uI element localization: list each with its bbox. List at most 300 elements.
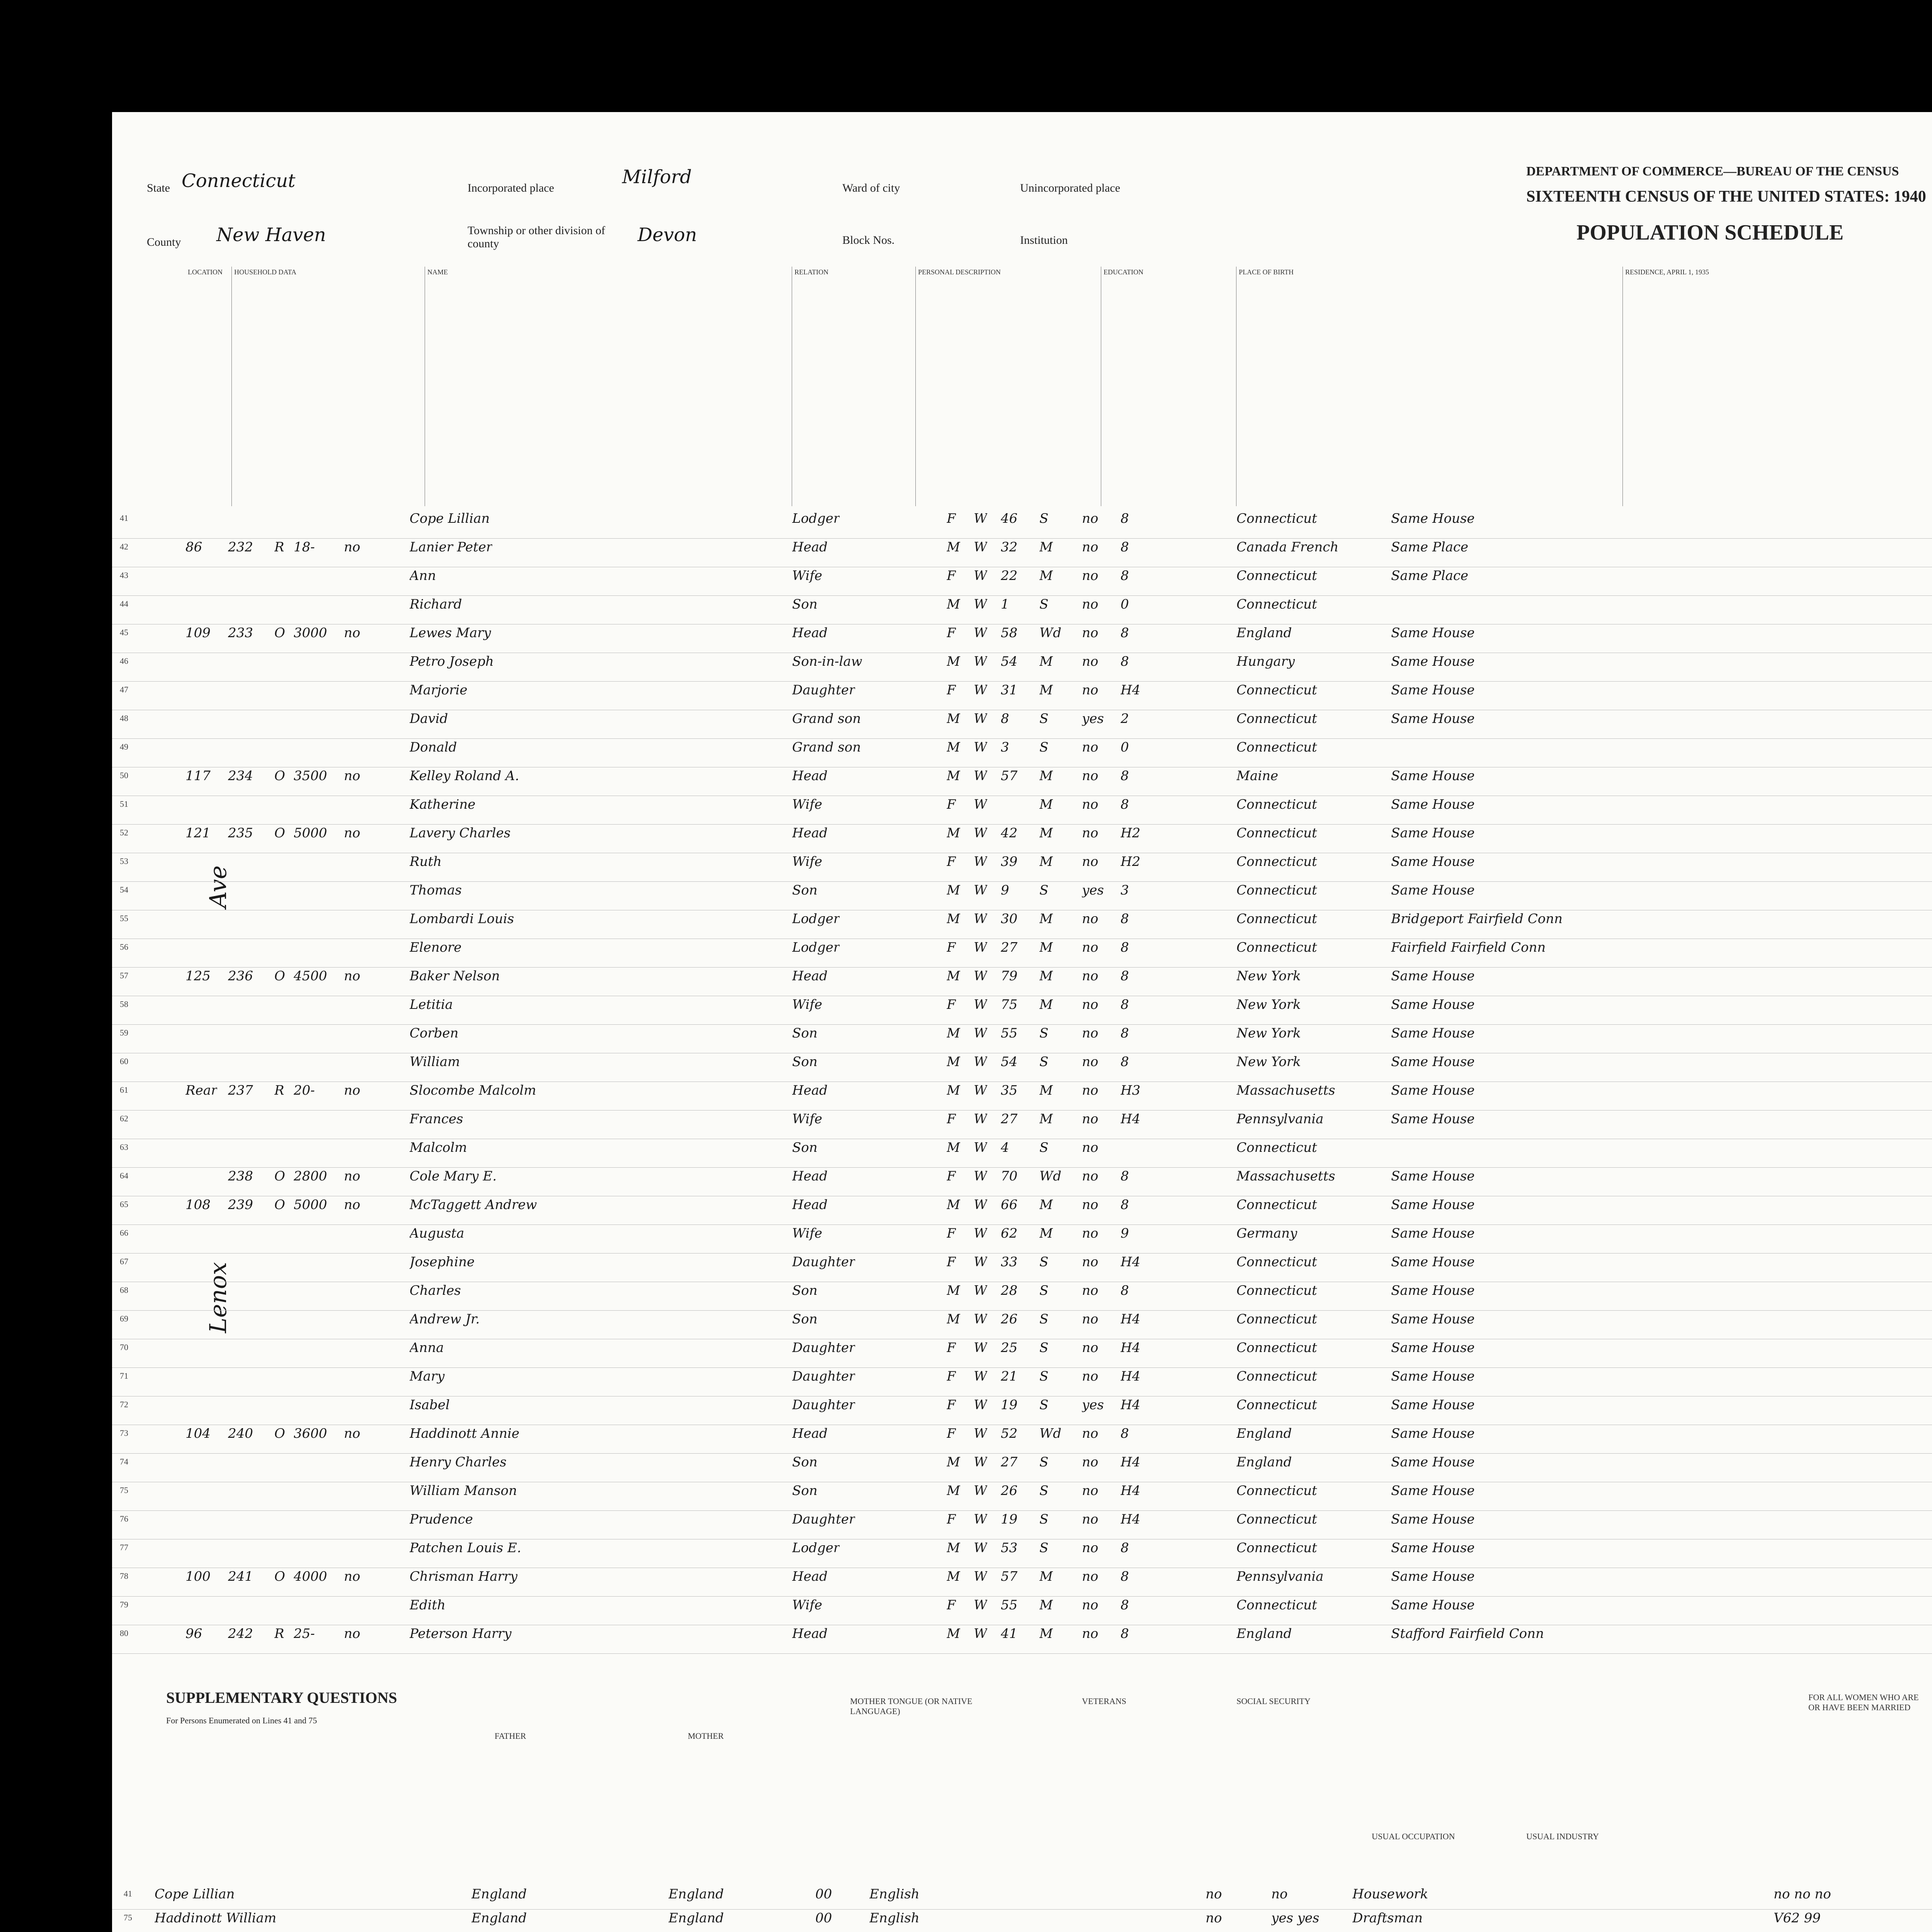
marital-status: M	[1039, 854, 1053, 869]
dwelling-number: 239	[228, 1197, 253, 1213]
grade-completed: H4	[1121, 682, 1141, 698]
line-number: 50	[120, 770, 128, 780]
farm: no	[344, 1569, 361, 1584]
residence-1935: Same Place	[1391, 568, 1468, 583]
birthplace: Connecticut	[1236, 1254, 1317, 1270]
relation: Lodger	[792, 1540, 840, 1556]
farm: no	[344, 539, 361, 555]
house-number: Rear	[185, 1083, 218, 1098]
line-number: 49	[120, 742, 128, 752]
grade-completed: 8	[1121, 539, 1129, 555]
supplementary-row: 41 Cope Lillian England England 00 English no no Housework no no no	[112, 1886, 1932, 1910]
age: 26	[1001, 1311, 1018, 1327]
age: 35	[1001, 1083, 1018, 1098]
school-attendance: no	[1082, 1054, 1099, 1070]
line-number: 48	[120, 713, 128, 723]
line-number: 41	[120, 513, 128, 523]
table-row	[112, 596, 1932, 624]
marital-status: S	[1039, 711, 1049, 726]
relation: Son	[792, 597, 818, 612]
person-name: Lanier Peter	[410, 539, 493, 555]
birthplace: England	[1236, 1626, 1292, 1641]
race: W	[974, 854, 987, 869]
grade-completed: 8	[1121, 1597, 1129, 1613]
township-label: Township or other division of county	[468, 224, 605, 250]
birthplace: Connecticut	[1236, 1483, 1317, 1498]
person-name: Petro Joseph	[410, 654, 494, 669]
tenure: O	[274, 825, 285, 841]
birthplace: Connecticut	[1236, 854, 1317, 869]
marital-status: S	[1039, 597, 1049, 612]
marital-status: S	[1039, 740, 1049, 755]
house-number: 100	[185, 1569, 211, 1584]
sex: M	[947, 1197, 960, 1213]
school-attendance: no	[1082, 854, 1099, 869]
relation: Grand son	[792, 711, 861, 726]
line-number: 53	[120, 856, 128, 866]
person-name: Mary	[410, 1369, 445, 1384]
person-name: David	[410, 711, 448, 726]
race: W	[974, 797, 987, 812]
birthplace: Connecticut	[1236, 1311, 1317, 1327]
birthplace: Connecticut	[1236, 740, 1317, 755]
line-number: 47	[120, 685, 128, 694]
sex: F	[947, 1226, 956, 1241]
birthplace: Connecticut	[1236, 1340, 1317, 1355]
grade-completed: 8	[1121, 768, 1129, 784]
race: W	[974, 1540, 987, 1556]
line-number: 56	[120, 942, 128, 952]
home-value: 3500	[294, 768, 327, 784]
age: 70	[1001, 1168, 1018, 1184]
residence-1935: Bridgeport Fairfield Conn	[1391, 911, 1563, 927]
age: 53	[1001, 1540, 1018, 1556]
race: W	[974, 911, 987, 927]
birthplace: Connecticut	[1236, 682, 1317, 698]
grade-completed: H4	[1121, 1369, 1141, 1384]
table-row	[112, 1139, 1932, 1168]
sex: F	[947, 997, 956, 1012]
sex: M	[947, 825, 960, 841]
table-row	[112, 1539, 1932, 1568]
relation: Head	[792, 625, 828, 641]
residence-1935: Fairfield Fairfield Conn	[1391, 940, 1546, 955]
birthplace: New York	[1236, 1054, 1301, 1070]
race: W	[974, 997, 987, 1012]
grade-completed: 3	[1121, 883, 1129, 898]
residence-1935: Same House	[1391, 1483, 1475, 1498]
relation: Lodger	[792, 911, 840, 927]
table-row	[112, 1253, 1932, 1282]
sex: F	[947, 1254, 956, 1270]
school-attendance: no	[1082, 1426, 1099, 1441]
home-value: 2800	[294, 1168, 327, 1184]
sex: F	[947, 568, 956, 583]
age: 1	[1001, 597, 1009, 612]
residence-1935: Same House	[1391, 1197, 1475, 1213]
line-number: 57	[120, 971, 128, 980]
race: W	[974, 597, 987, 612]
marital-status: S	[1039, 1397, 1049, 1413]
birthplace: England	[1236, 1426, 1292, 1441]
relation: Lodger	[792, 940, 840, 955]
school-attendance: no	[1082, 1369, 1099, 1384]
school-attendance: no	[1082, 1512, 1099, 1527]
grade-completed: H2	[1121, 854, 1141, 869]
race: W	[974, 825, 987, 841]
sex: M	[947, 597, 960, 612]
person-name: Prudence	[410, 1512, 473, 1527]
relation: Son	[792, 1026, 818, 1041]
sex: M	[947, 1054, 960, 1070]
table-row	[112, 1025, 1932, 1053]
grade-completed: H2	[1121, 825, 1141, 841]
birthplace: Connecticut	[1236, 940, 1317, 955]
census-title: SIXTEENTH CENSUS OF THE UNITED STATES: 1940	[1526, 188, 1926, 206]
line-number: 70	[120, 1342, 128, 1352]
dwelling-number: 234	[228, 768, 253, 784]
marital-status: S	[1039, 1483, 1049, 1498]
table-row	[112, 1082, 1932, 1111]
birthplace: Canada French	[1236, 539, 1339, 555]
table-row	[112, 1568, 1932, 1597]
col-residence: RESIDENCE, APRIL 1, 1935	[1623, 267, 1932, 506]
ward-label: Ward of city	[842, 182, 900, 194]
farm: no	[344, 1083, 361, 1098]
marital-status: M	[1039, 797, 1053, 812]
marital-status: M	[1039, 539, 1053, 555]
residence-1935: Same House	[1391, 1026, 1475, 1041]
age: 57	[1001, 1569, 1018, 1584]
birthplace: Connecticut	[1236, 711, 1317, 726]
marital-status: M	[1039, 825, 1053, 841]
sup-mother-header: MOTHER	[688, 1731, 724, 1741]
person-name: William	[410, 1054, 460, 1070]
col-household: HOUSEHOLD DATA	[232, 267, 425, 506]
person-name: Marjorie	[410, 682, 468, 698]
tenure: O	[274, 1197, 285, 1213]
grade-completed: 0	[1121, 740, 1129, 755]
school-attendance: no	[1082, 825, 1099, 841]
grade-completed: 8	[1121, 654, 1129, 669]
marital-status: M	[1039, 1597, 1053, 1613]
person-name: Baker Nelson	[410, 968, 500, 984]
school-attendance: no	[1082, 1454, 1099, 1470]
marital-status: S	[1039, 1540, 1049, 1556]
home-value: 5000	[294, 1197, 327, 1213]
race: W	[974, 539, 987, 555]
marital-status: M	[1039, 1197, 1053, 1213]
marital-status: S	[1039, 1311, 1049, 1327]
relation: Lodger	[792, 511, 840, 526]
school-attendance: no	[1082, 1626, 1099, 1641]
residence-1935: Same House	[1391, 1340, 1475, 1355]
sup-veterans-header: VETERANS	[1082, 1696, 1126, 1706]
relation: Son	[792, 883, 818, 898]
table-row	[112, 767, 1932, 796]
residence-1935: Same House	[1391, 654, 1475, 669]
table-row	[112, 1339, 1932, 1368]
relation: Wife	[792, 797, 822, 812]
age: 19	[1001, 1512, 1018, 1527]
home-value: 4500	[294, 968, 327, 984]
marital-status: M	[1039, 1569, 1053, 1584]
table-row	[112, 1196, 1932, 1225]
birthplace: Connecticut	[1236, 1283, 1317, 1298]
table-row	[112, 996, 1932, 1025]
person-name: McTaggett Andrew	[410, 1197, 537, 1213]
relation: Wife	[792, 854, 822, 869]
house-number: 117	[185, 768, 211, 784]
age: 22	[1001, 568, 1018, 583]
school-attendance: no	[1082, 1026, 1099, 1041]
marital-status: S	[1039, 1512, 1049, 1527]
grade-completed: 8	[1121, 625, 1129, 641]
sex: M	[947, 768, 960, 784]
line-number: 62	[120, 1114, 128, 1123]
birthplace: Connecticut	[1236, 511, 1317, 526]
grade-completed: 8	[1121, 1540, 1129, 1556]
age: 54	[1001, 654, 1018, 669]
grade-completed: 0	[1121, 597, 1129, 612]
grade-completed: 2	[1121, 711, 1129, 726]
table-row	[112, 1053, 1932, 1082]
col-birthplace: PLACE OF BIRTH	[1236, 267, 1623, 506]
race: W	[974, 1369, 987, 1384]
race: W	[974, 1226, 987, 1241]
sex: M	[947, 1026, 960, 1041]
person-name: Kelley Roland A.	[410, 768, 519, 784]
line-number: 46	[120, 656, 128, 666]
grade-completed: 8	[1121, 1197, 1129, 1213]
grade-completed: H4	[1121, 1311, 1141, 1327]
school-attendance: no	[1082, 1311, 1099, 1327]
marital-status: S	[1039, 1340, 1049, 1355]
grade-completed: H4	[1121, 1483, 1141, 1498]
county-value: New Haven	[216, 224, 326, 246]
dwelling-number: 235	[228, 825, 253, 841]
age: 8	[1001, 711, 1009, 726]
grade-completed: H4	[1121, 1111, 1141, 1127]
school-attendance: no	[1082, 625, 1099, 641]
sex: M	[947, 740, 960, 755]
school-attendance: no	[1082, 1140, 1099, 1155]
sup-language-header: MOTHER TONGUE (OR NATIVE LANGUAGE)	[850, 1696, 973, 1716]
table-row	[112, 682, 1932, 710]
line-number: 61	[120, 1085, 128, 1095]
birthplace: Connecticut	[1236, 797, 1317, 812]
race: W	[974, 740, 987, 755]
school-attendance: no	[1082, 1226, 1099, 1241]
table-row	[112, 739, 1932, 767]
race: W	[974, 682, 987, 698]
school-attendance: no	[1082, 1283, 1099, 1298]
birthplace: Pennsylvania	[1236, 1569, 1324, 1584]
grade-completed: H4	[1121, 1254, 1141, 1270]
school-attendance: no	[1082, 797, 1099, 812]
birthplace: Connecticut	[1236, 825, 1317, 841]
house-number: 104	[185, 1426, 211, 1441]
marital-status: S	[1039, 1140, 1049, 1155]
relation: Wife	[792, 1111, 822, 1127]
margin-note-lenox: Lenox	[205, 1262, 232, 1333]
house-number: 121	[185, 825, 211, 841]
sex: F	[947, 682, 956, 698]
grade-completed: 8	[1121, 797, 1129, 812]
age: 4	[1001, 1140, 1009, 1155]
birthplace: Pennsylvania	[1236, 1111, 1324, 1127]
relation: Head	[792, 1569, 828, 1584]
person-name: Augusta	[410, 1226, 464, 1241]
table-row	[112, 1625, 1932, 1654]
line-number: 59	[120, 1028, 128, 1037]
race: W	[974, 1512, 987, 1527]
table-row	[112, 567, 1932, 596]
sex: M	[947, 968, 960, 984]
person-name: Cole Mary E.	[410, 1168, 497, 1184]
grade-completed: 8	[1121, 997, 1129, 1012]
relation: Grand son	[792, 740, 861, 755]
county-label: County	[147, 236, 181, 248]
line-number: 72	[120, 1400, 128, 1409]
school-attendance: no	[1082, 597, 1099, 612]
marital-status: M	[1039, 654, 1053, 669]
grade-completed: 8	[1121, 968, 1129, 984]
line-number: 42	[120, 542, 128, 551]
marital-status: S	[1039, 1026, 1049, 1041]
home-value: 25-	[294, 1626, 315, 1641]
person-name: Lombardi Louis	[410, 911, 514, 927]
sex: F	[947, 1397, 956, 1413]
relation: Head	[792, 1083, 828, 1098]
school-attendance: no	[1082, 1111, 1099, 1127]
sex: M	[947, 1454, 960, 1470]
birthplace: Connecticut	[1236, 1540, 1317, 1556]
school-attendance: no	[1082, 997, 1099, 1012]
sex: M	[947, 1311, 960, 1327]
residence-1935: Same House	[1391, 1283, 1475, 1298]
residence-1935: Same House	[1391, 854, 1475, 869]
school-attendance: no	[1082, 1540, 1099, 1556]
age: 42	[1001, 825, 1018, 841]
marital-status: S	[1039, 1254, 1049, 1270]
race: W	[974, 1083, 987, 1098]
marital-status: Wd	[1039, 1426, 1061, 1441]
residence-1935: Same House	[1391, 1426, 1475, 1441]
tenure: O	[274, 1569, 285, 1584]
sex: M	[947, 1540, 960, 1556]
relation: Son	[792, 1311, 818, 1327]
age: 9	[1001, 883, 1009, 898]
birthplace: England	[1236, 1454, 1292, 1470]
residence-1935: Same House	[1391, 511, 1475, 526]
sex: F	[947, 1597, 956, 1613]
age: 46	[1001, 511, 1018, 526]
school-attendance: no	[1082, 1483, 1099, 1498]
birthplace: Germany	[1236, 1226, 1298, 1241]
farm: no	[344, 1197, 361, 1213]
sex: M	[947, 883, 960, 898]
line-number: 73	[120, 1428, 128, 1438]
table-row	[112, 1368, 1932, 1396]
line-number: 71	[120, 1371, 128, 1381]
residence-1935: Same House	[1391, 797, 1475, 812]
marital-status: S	[1039, 1454, 1049, 1470]
school-attendance: no	[1082, 1254, 1099, 1270]
person-name: Henry Charles	[410, 1454, 507, 1470]
marital-status: M	[1039, 768, 1053, 784]
tenure: O	[274, 968, 285, 984]
marital-status: M	[1039, 682, 1053, 698]
age: 27	[1001, 1111, 1018, 1127]
house-number: 109	[185, 625, 211, 641]
table-row	[112, 1225, 1932, 1253]
age: 58	[1001, 625, 1018, 641]
grade-completed: 8	[1121, 940, 1129, 955]
relation: Daughter	[792, 1340, 855, 1355]
relation: Head	[792, 1626, 828, 1641]
marital-status: M	[1039, 911, 1053, 927]
marital-status: M	[1039, 1111, 1053, 1127]
race: W	[974, 768, 987, 784]
table-row	[112, 539, 1932, 567]
sex: F	[947, 1168, 956, 1184]
farm: no	[344, 1626, 361, 1641]
age: 57	[1001, 768, 1018, 784]
relation: Head	[792, 768, 828, 784]
school-attendance: no	[1082, 1340, 1099, 1355]
line-number: 45	[120, 628, 128, 637]
table-row	[112, 1511, 1932, 1539]
grade-completed: 8	[1121, 1054, 1129, 1070]
sex: F	[947, 1369, 956, 1384]
person-name: Donald	[410, 740, 457, 755]
marital-status: S	[1039, 1369, 1049, 1384]
marital-status: S	[1039, 511, 1049, 526]
table-row	[112, 853, 1932, 882]
dwelling-number: 237	[228, 1083, 253, 1098]
relation: Son	[792, 1140, 818, 1155]
marital-status: M	[1039, 1226, 1053, 1241]
school-attendance: no	[1082, 511, 1099, 526]
sex: M	[947, 911, 960, 927]
birthplace: Connecticut	[1236, 1512, 1317, 1527]
film-hole	[46, 464, 81, 498]
birthplace: Connecticut	[1236, 1397, 1317, 1413]
race: W	[974, 1054, 987, 1070]
supplementary-row: 75 Haddinott William England England 00 English no yes yes Draftsman V62 99	[112, 1910, 1932, 1932]
age: 55	[1001, 1597, 1018, 1613]
grade-completed: 8	[1121, 911, 1129, 927]
sex: M	[947, 711, 960, 726]
residence-1935: Same House	[1391, 1111, 1475, 1127]
birthplace: Connecticut	[1236, 1597, 1317, 1613]
grade-completed: H4	[1121, 1512, 1141, 1527]
residence-1935: Same House	[1391, 1540, 1475, 1556]
sup-women-header: FOR ALL WOMEN WHO ARE OR HAVE BEEN MARRIED	[1808, 1692, 1919, 1712]
school-attendance: no	[1082, 968, 1099, 984]
tenure: O	[274, 768, 285, 784]
dwelling-number: 232	[228, 539, 253, 555]
line-number: 78	[120, 1571, 128, 1581]
line-number: 63	[120, 1142, 128, 1152]
line-number: 67	[120, 1257, 128, 1266]
school-attendance: no	[1082, 768, 1099, 784]
sex: F	[947, 1512, 956, 1527]
residence-1935: Stafford Fairfield Conn	[1391, 1626, 1544, 1641]
birthplace: Maine	[1236, 768, 1278, 784]
age: 41	[1001, 1626, 1018, 1641]
